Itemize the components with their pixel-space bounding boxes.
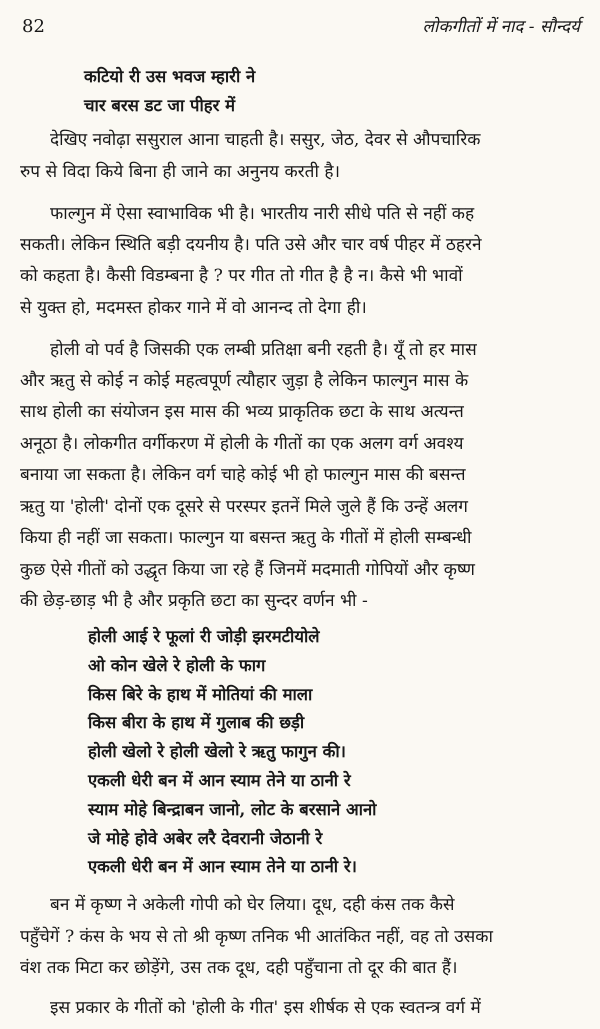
song-line: जे मोहे होवे अबेर लरै देवरानी जेठानी रे xyxy=(88,828,323,848)
paragraph-line: ऋतु या 'होली' दोनों एक दूसरे से परस्पर इतनें मिले जुले हैं कि उन्हें अलग xyxy=(20,497,468,517)
paragraph-line: पहुँचेगें ? कंस के भय से तो श्री कृष्ण तनिक भी आतंकित नहीं, वह तो उसका xyxy=(20,927,493,947)
song-line: होली खेलो रे होली खेलो रे ऋतु फागुन की। xyxy=(88,741,346,761)
paragraph-line: और ऋतु से कोई न कोई महत्वपूर्ण त्यौहार जुड़ा है लेकिन फाल्गुन मास के xyxy=(20,371,469,391)
song-line: होली आई रे फूलां री जोड़ी झरमटीयोले xyxy=(88,626,320,646)
paragraph-line: किया ही नहीं जा सकता। फाल्गुन या बसन्त ऋतु के गीतों में होली सम्बन्धी xyxy=(20,528,472,548)
paragraph-line: सकती। लेकिन स्थिति बड़ी दयनीय है। पति उसे और चार वर्ष पीहर में ठहरने xyxy=(20,235,482,255)
paragraph-line: वंश तक मिटा कर छोड़ेंगे, उस तक दूध, दही पहुँचाना तो दूर की बात हैं। xyxy=(20,958,458,978)
song-line: स्याम मोहे बिन्द्राबन जानो, लोट के बरसाने आनो xyxy=(88,799,377,819)
paragraph-line: बनाया जा सकता है। लेकिन वर्ग चाहे कोई भी हो फाल्गुन मास की बसन्त xyxy=(20,465,466,485)
page-header xyxy=(0,0,600,44)
paragraph-line: कुछ ऐसे गीतों को उद्धृत किया जा रहे हैं जिनमें मदमाती गोपियों और कृष्ण xyxy=(20,560,475,580)
verse-line: कटियो री उस भवज म्हारी ने xyxy=(84,66,256,86)
paragraph-line: को कहता है। कैसी विडम्बना है ? पर गीत तो गीत है है न। कैसे भी भावों xyxy=(20,266,463,286)
paragraph-line: साथ होली का संयोजन इस मास की भव्य प्राकृतिक छटा के साथ अत्यन्त xyxy=(20,402,464,422)
paragraph-line: से युक्त हो, मदमस्त होकर गाने में वो आनन्द तो देगा ही। xyxy=(20,298,367,318)
paragraph-line: रुप से विदा किये बिना ही जाने का अनुनय करती है। xyxy=(20,162,341,182)
page-number: 82 xyxy=(22,16,45,37)
paragraph-line: होली वो पर्व है जिसकी एक लम्बी प्रतिक्षा बनी रहती है। यूँ तो हर मास xyxy=(50,340,477,360)
song-line: एकली धेरी बन में आन स्याम तेने या ठानी रे। xyxy=(88,856,357,876)
paragraph-line: बन में कृष्ण ने अकेली गोपी को घेर लिया। दूध, दही कंस तक कैसे xyxy=(50,895,455,915)
song-line: किस बिरे के हाथ में मोतियां की माला xyxy=(88,684,313,704)
paragraph-line: इस प्रकार के गीतों को 'होली के गीत' इस शीर्षक से एक स्वतन्त्र वर्ग में xyxy=(50,998,481,1018)
running-title: लोकगीतों में नाद - सौन्दर्य xyxy=(422,17,580,37)
song-line: ओ कोन खेले रे होली के फाग xyxy=(88,655,266,675)
song-line: एकली धेरी बन में आन स्याम तेने या ठानी रे xyxy=(88,770,351,790)
song-line: किस बीरा के हाथ में गुलाब की छड़ी xyxy=(88,712,305,732)
paragraph-line: देखिए नवोढ़ा ससुराल आना चाहती है। ससुर, जेठ, देवर से औपचारिक xyxy=(50,130,481,150)
paragraph-line: की छेड़-छाड़ भी है और प्रकृति छटा का सुन्दर वर्णन भी - xyxy=(20,591,368,611)
paragraph-line: अनूठा है। लोकगीत वर्गीकरण में होली के गीतों का एक अलग वर्ग अवश्य xyxy=(20,434,464,454)
verse-line: चार बरस डट जा पीहर में xyxy=(84,95,236,115)
paragraph-line: फाल्गुन में ऐसा स्वाभाविक भी है। भारतीय नारी सीधे पति से नहीं कह xyxy=(50,204,475,224)
